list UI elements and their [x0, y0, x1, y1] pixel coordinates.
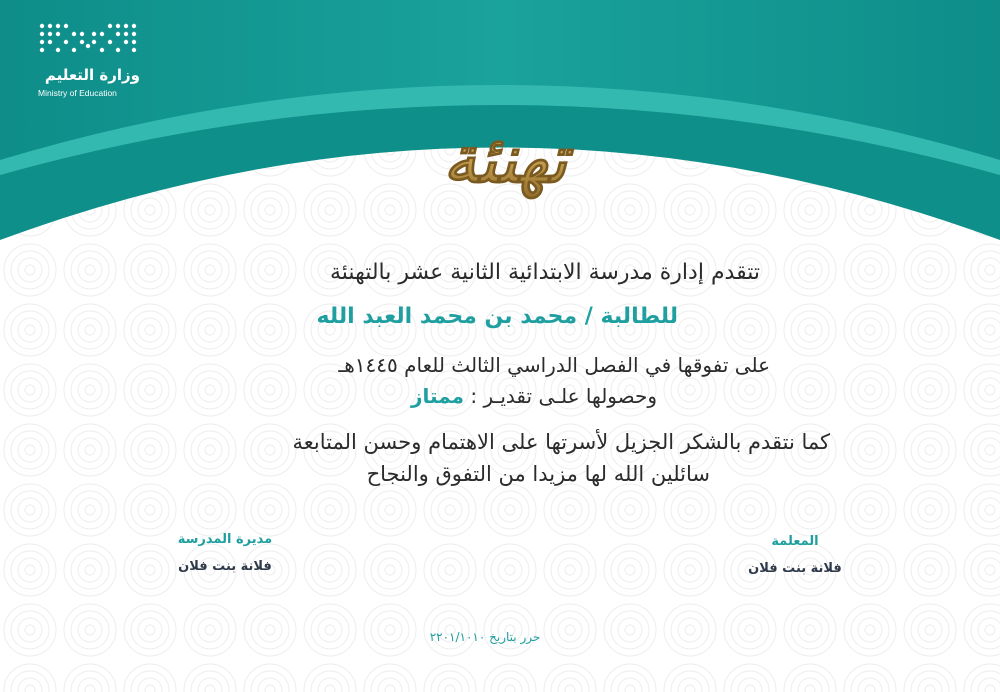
grade-line-prefix: وحصولها علـى تقديـر :: [464, 384, 657, 408]
teacher-name: فلانة بنت فلان: [748, 561, 842, 576]
congratulations-title: [395, 104, 615, 214]
principal-signature: [160, 532, 290, 574]
wishes-line: سائلين الله لها مزيدا من التفوق والنجاح: [366, 462, 710, 486]
grade-value: ممتاز: [411, 384, 464, 408]
principal-name: فلانة بنت فلان: [178, 559, 272, 574]
issue-date: حرر بتاريخ ٢٢٠١/١٠١٠: [429, 630, 541, 644]
ministry-name-arabic: وزارة التعليم: [44, 66, 140, 84]
teacher-role: المعلمة: [771, 534, 819, 549]
ministry-logo: [36, 22, 146, 102]
principal-role: مديرة المدرسة: [177, 532, 273, 547]
achievement-line: على تفوقها في الفصل الدراسي الثالث للعام ١٤٤٥هـ: [338, 353, 770, 377]
ministry-dots-icon: [38, 22, 138, 56]
intro-line: تتقدم إدارة مدرسة الابتدائية الثانية عشر بالتهنئة: [330, 260, 760, 285]
thanks-line: كما نتقدم بالشكر الجزيل لأسرتها على الاهتمام وحسن المتابعة: [292, 430, 830, 454]
ministry-name-english: Ministry of Education: [38, 88, 117, 98]
congratulations-title-text: تهنئة: [442, 120, 568, 198]
grade-line: [411, 384, 657, 408]
student-name-line: للطالبة / محمد بن محمد العبد الله: [316, 304, 678, 329]
teacher-signature: [730, 534, 860, 576]
